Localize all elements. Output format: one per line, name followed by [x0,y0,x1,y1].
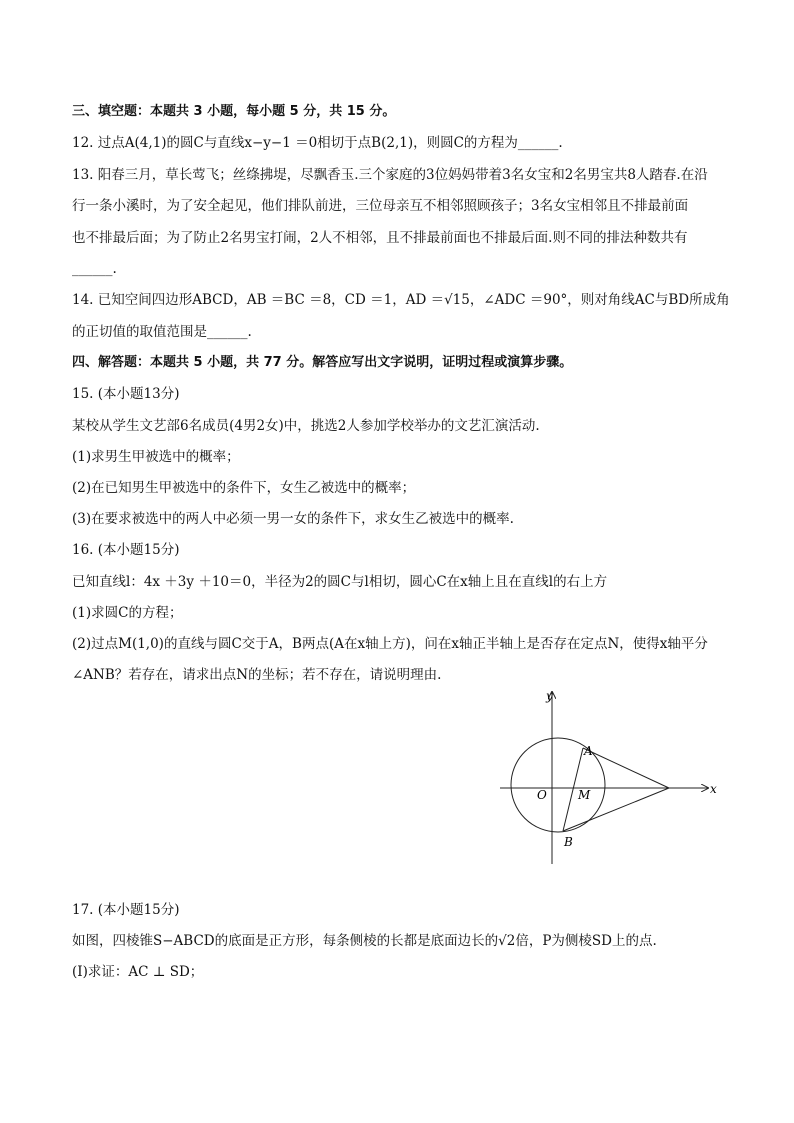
label-y: y [546,689,553,703]
section-header-solutions: 四、解答题：本题共 5 小题，共 77 分。解答应写出文字说明，证明过程或演算步骤。 [72,355,573,370]
question-17-header: 17. (本小题15分) [72,902,180,918]
label-b: B [564,835,573,849]
question-16-part-1: (1)求圆C的方程； [72,605,183,621]
label-o: O [537,788,547,802]
question-17-stem: 如图，四棱锥S−ABCD的底面是正方形，每条侧棱的长都是底面边长的√2倍，P为侧棱SD上的点. [72,933,657,949]
question-16-stem: 已知直线l：4x ＋3y ＋10＝0，半径为2的圆C与l相切，圆心C在x轴上且在直线l的右上方 [72,574,608,590]
section-header-fill-in: 三、填空题：本题共 3 小题，每小题 5 分，共 15 分。 [72,104,396,119]
label-m: M [578,788,591,802]
question-16-part-2-line-1: (2)过点M(1,0)的直线与圆C交于A，B两点(A在x轴上方)，问在x轴正半轴上是否存在定点N，使得x轴平分 [72,636,708,652]
label-x: x [710,782,717,796]
question-13-line-3: 也不排最后面；为了防止2名男宝打闹，2人不相邻，且不排最前面也不排最后面.则不同的排法种数共有 [72,230,688,246]
question-12: 12. 过点A(4,1)的圆C与直线x−y−1 ＝0相切于点B(2,1)，则圆C的方程为______. [72,135,563,151]
question-15-header: 15. (本小题13分) [72,386,180,402]
question-13-line-1: 13. 阳春三月，草长莺飞；丝绦拂堤，尽飘香玉.三个家庭的3位妈妈带着3名女宝和2名男宝共8人踏春.在沿 [72,167,708,183]
question-16-header: 16. (本小题15分) [72,542,180,558]
question-15-part-1: (1)求男生甲被选中的概率； [72,449,240,465]
label-a: A [584,744,593,758]
question-15-stem: 某校从学生文艺部6名成员(4男2女)中，挑选2人参加学校举办的文艺汇演活动. [72,418,540,434]
question-14-line-2: 的正切值的取值范围是______. [72,324,252,340]
line-na [583,748,669,788]
question-15-part-2: (2)在已知男生甲被选中的条件下，女生乙被选中的概率； [72,480,416,496]
question-14-line-1: 14. 已知空间四边形ABCD，AB ＝BC ＝8，CD ＝1，AD ＝√15，∠ADC ＝90°，则对角线AC与BD所成角 [72,292,730,308]
circle-diagram [496,686,728,866]
question-13-line-4: ______. [72,261,117,277]
question-16-part-2-line-2: ∠ANB？若存在，请求出点N的坐标；若不存在，请说明理由. [72,667,442,683]
question-13-line-2: 行一条小溪时，为了安全起见，他们排队前进，三位母亲互不相邻照顾孩子；3名女宝相邻且不排最前面 [72,198,689,214]
question-15-part-3: (3)在要求被选中的两人中必须一男一女的条件下，求女生乙被选中的概率. [72,511,514,527]
question-17-part-1: (Ⅰ)求证：AC ⊥ SD； [72,964,204,980]
